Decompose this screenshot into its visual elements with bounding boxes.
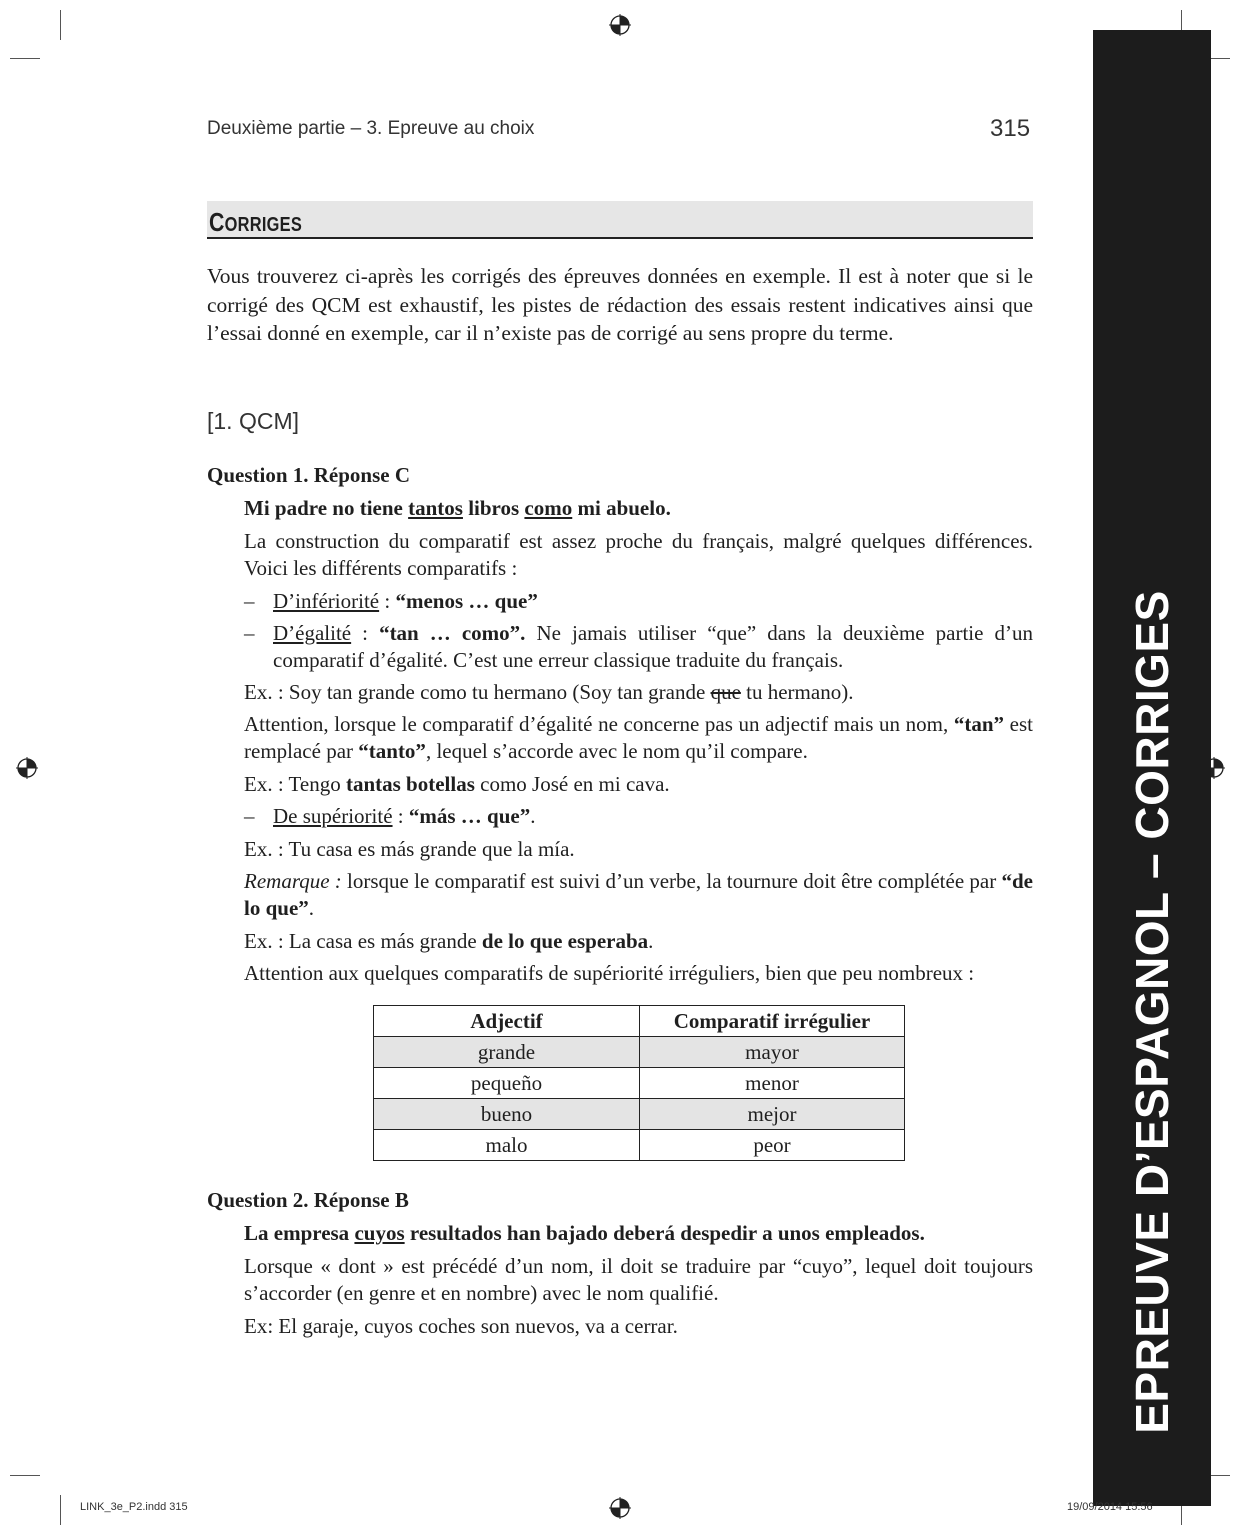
list-item-superiorite: [273, 803, 1033, 830]
irregular-comparatives-table: [373, 1005, 905, 1161]
sentence-keyword: como: [524, 496, 573, 520]
table-cell: mejor: [640, 1099, 905, 1130]
list-item-sep: :: [379, 589, 396, 613]
table-cell: menor: [640, 1068, 905, 1099]
table-row: [374, 1099, 905, 1130]
list-item-sep: :: [351, 621, 380, 645]
list-item-formula: “menos … que”: [395, 589, 538, 613]
list-item-inferiorite: [273, 588, 1033, 615]
example-text: .: [648, 929, 654, 953]
example-4: [244, 928, 1033, 955]
registration-mark-icon: [609, 1497, 631, 1519]
question-1-heading: Question 1. Réponse C: [207, 463, 411, 487]
comparatif-intro: La construction du comparatif est assez proche du français, malgré quelques différences. Voici les différents comparatifs :: [244, 529, 1033, 580]
question-1-sentence: [244, 495, 1033, 522]
list-dash: –: [244, 804, 255, 828]
bold-term: de lo que esperaba: [481, 929, 649, 953]
table-header-cell: Adjectif: [374, 1006, 640, 1037]
table-cell: pequeño: [374, 1068, 640, 1099]
registration-mark-icon: [609, 14, 631, 36]
list-item-label: D’infériorité: [273, 589, 380, 613]
section-title-cap: C: [209, 207, 225, 237]
paragraph-text: Attention, lorsque le comparatif d’égalité ne concerne pas un adjectif mais un nom,: [244, 712, 954, 736]
question-2-sentence: [244, 1220, 1033, 1247]
intro-paragraph: Vous trouverez ci-après les corrigés des épreuves données en exemple. Il est à noter que si le corrigé des QCM est exhaustif, les pistes de rédaction des essais restent indicatives ainsi que l’essai donné en exemple, car il n’existe pas de corrigé au sens propre du terme.: [207, 264, 1033, 346]
chapter-sidebar-label: EPREUVE D’ESPAGNOL – CORRIGES: [1126, 590, 1178, 1434]
section-title-rest: ORRIGES: [224, 214, 303, 236]
sentence-text: resultados han bajado deberá despedir a unos empleados.: [404, 1221, 925, 1245]
section-heading: [207, 201, 1033, 239]
example-text: Ex. : Soy tan grande como tu hermano (Soy tan grande: [244, 680, 711, 704]
list-item-text: Ne jamais utiliser “que” dans la deuxième partie d’un comparatif d’égalité. C’est une erreur classique traduite du français.: [273, 621, 1033, 672]
example-text: Ex. : Tengo: [244, 772, 346, 796]
example-text: Ex. : La casa es más grande: [244, 929, 482, 953]
table-header-row: [374, 1006, 905, 1037]
table-row: [374, 1130, 905, 1161]
footer-timestamp: 19/09/2014 15:56: [1067, 1501, 1153, 1513]
example-1: [244, 679, 1033, 706]
list-item-text: .: [530, 804, 536, 828]
bold-term: “de lo que”: [244, 869, 1033, 920]
page-number: 315: [990, 115, 1031, 142]
crop-mark: [10, 58, 40, 59]
remark-paragraph: [244, 868, 1033, 922]
paragraph-text: lorsque le comparatif est suivi d’un verbe, la tournure doit être complétée par: [341, 869, 1002, 893]
attention-paragraph-1: [244, 711, 1033, 765]
example-5: Ex: El garaje, cuyos coches son nuevos, va a cerrar.: [244, 1314, 678, 1338]
question-2-heading: Question 2. Réponse B: [207, 1188, 409, 1212]
example-3: Ex. : Tu casa es más grande que la mía.: [244, 837, 575, 861]
sentence-keyword: cuyos: [354, 1221, 405, 1245]
remark-label: Remarque :: [244, 869, 342, 893]
sentence-text: mi abuelo.: [572, 496, 671, 520]
table-header-cell: Comparatif irrégulier: [640, 1006, 905, 1037]
list-item-formula: “tan … como”.: [379, 621, 526, 645]
bold-term: “tanto”: [358, 739, 426, 763]
list-dash: –: [244, 589, 255, 613]
sentence-text: La empresa: [244, 1221, 355, 1245]
crop-mark: [60, 10, 61, 40]
paragraph-text: , lequel s’accorde avec le nom qu’il compare.: [425, 739, 808, 763]
qcm-label: [1. QCM]: [207, 408, 300, 434]
example-text: tu hermano).: [740, 680, 854, 704]
list-item-sep: :: [392, 804, 409, 828]
table-cell: bueno: [374, 1099, 640, 1130]
list-dash: –: [244, 621, 255, 645]
struck-word: que: [710, 680, 741, 704]
table-cell: peor: [640, 1130, 905, 1161]
crop-mark: [10, 1475, 40, 1476]
bold-term: “tan”: [953, 712, 1005, 736]
table-row: [374, 1037, 905, 1068]
list-item-label: D’égalité: [273, 621, 352, 645]
bold-term: tantas botellas: [345, 772, 475, 796]
sentence-text: libros: [462, 496, 525, 520]
footer-file-info: LINK_3e_P2.indd 315: [80, 1501, 188, 1513]
running-title: Deuxième partie – 3. Epreuve au choix: [207, 118, 535, 139]
table-cell: malo: [374, 1130, 640, 1161]
list-item-formula: “más … que”: [408, 804, 531, 828]
table-cell: grande: [374, 1037, 640, 1068]
example-text: como José en mi cava.: [474, 772, 670, 796]
cuyo-explanation: Lorsque « dont » est précédé d’un nom, il doit se traduire par “cuyo”, lequel doit toujours s’accorder (en genre et en nombre) avec le nom qualifié.: [244, 1254, 1033, 1305]
paragraph-text: est remplacé par: [244, 712, 1033, 763]
registration-mark-icon: [16, 757, 38, 779]
list-item-egalite: [273, 620, 1033, 674]
list-item-label: De supériorité: [273, 804, 393, 828]
example-2: [244, 771, 1033, 798]
sentence-keyword: tantos: [408, 496, 463, 520]
sentence-text: Mi padre no tiene: [244, 496, 409, 520]
crop-mark: [60, 1495, 61, 1525]
paragraph-text: .: [308, 896, 315, 920]
table-cell: mayor: [640, 1037, 905, 1068]
attention-paragraph-2: Attention aux quelques comparatifs de supériorité irréguliers, bien que peu nombreux :: [244, 961, 975, 985]
table-row: [374, 1068, 905, 1099]
section-title: [209, 207, 302, 238]
